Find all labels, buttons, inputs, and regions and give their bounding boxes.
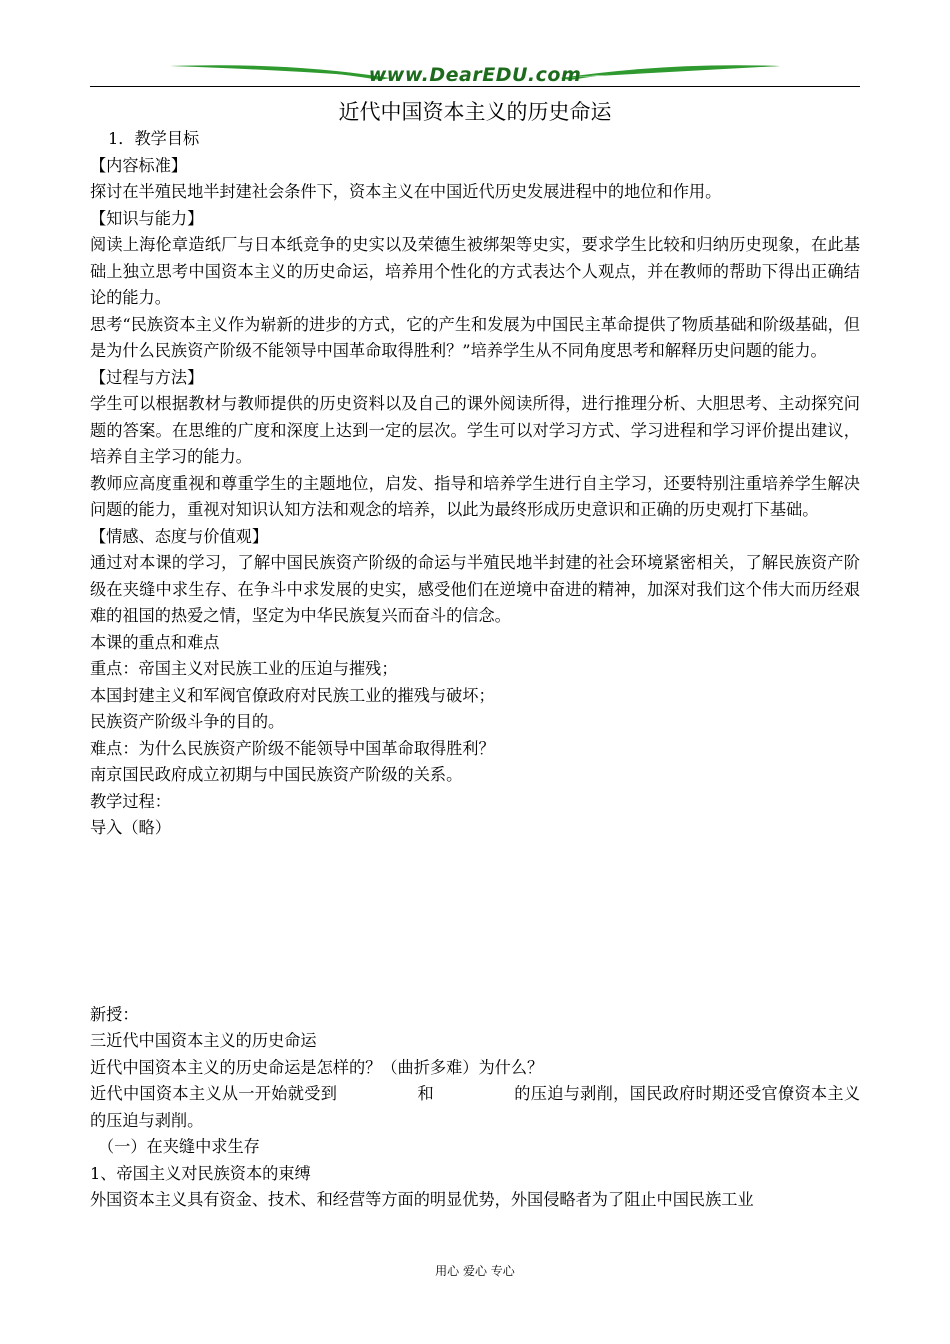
fill-in-paragraph	[90, 1081, 860, 1134]
section-3-title: 三近代中国资本主义的历史命运	[90, 1031, 317, 1050]
goal-heading: 1．教学目标	[108, 129, 200, 148]
knowledge-paragraph-1: 阅读上海伦章造纸厂与日本纸竞争的史实以及荣德生被绑架等史实，要求学生比较和归纳历史现象，在此基础上独立思考中国资本主义的历史命运，培养用个性化的方式表达个人观点，并在教师的帮助下得出正确结论的能力。	[90, 235, 860, 307]
key-point-2: 本国封建主义和军阀官僚政府对民族工业的摧残与破坏；	[90, 685, 495, 705]
last-paragraph: 外国资本主义具有资金、技术、和经营等方面的明显优势，外国侵略者为了阻止中国民族工业	[90, 1190, 754, 1209]
process-paragraph-2: 教师应高度重视和尊重学生的主题地位，启发、指导和培养学生进行自主学习，还要特别注重培养学生解决问题的能力，重视对知识认知方法和观念的培养，以此为最终形成历史意识和正确的历史观打下基础。	[90, 473, 860, 519]
key-point-3: 民族资产阶级斗争的目的。	[90, 712, 285, 731]
page-footer: 用心 爱心 专心	[435, 1264, 515, 1278]
page-title: 近代中国资本主义的历史命运	[338, 100, 612, 124]
header-logo	[90, 60, 860, 92]
key-point-1: 重点：帝国主义对民族工业的压迫与摧残；	[90, 659, 398, 678]
new-lesson-label: 新授：	[90, 1004, 139, 1024]
procedure-title: 教学过程：	[90, 791, 171, 811]
standard-heading: 【内容标准】	[90, 155, 188, 175]
standard-paragraph: 探讨在半殖民地半封建社会条件下，资本主义在中国近代历史发展进程中的地位和作用。	[90, 182, 722, 201]
key-points-title: 本课的重点和难点	[90, 632, 220, 652]
emotion-heading: 【情感、态度与价值观】	[90, 526, 269, 546]
header-rule	[90, 86, 860, 87]
emotion-paragraph: 通过对本课的学习，了解中国民族资产阶级的命运与半殖民地半封建的社会环境紧密相关，了解民族资产阶级在夹缝中求生存、在争斗中求发展的史实，感受他们在逆境中奋进的精神，加深对我们这个伟大而历经艰难的祖国的热爱之情，坚定为中华民族复兴而奋斗的信念。	[90, 553, 860, 625]
subsection-1-title: （一）在夹缝中求生存	[98, 1137, 260, 1156]
fill-text-b: 和	[417, 1084, 434, 1103]
intro-line: 导入（略）	[90, 818, 171, 837]
site-logo-text: www.DearEDU.com	[368, 64, 582, 86]
fill-text-a: 近代中国资本主义从一开始就受到	[90, 1084, 338, 1103]
process-heading: 【过程与方法】	[90, 367, 204, 387]
process-paragraph-1: 学生可以根据教材与教师提供的历史资料以及自己的课外阅读所得，进行推理分析、大胆思考、主动探究问题的答案。在思维的广度和深度上达到一定的层次。学生可以对学习方式、学习进程和学习评价提出建议，培养自主学习的能力。	[90, 394, 860, 466]
document-body	[90, 126, 860, 1214]
fill-text-c: 的压迫与剥削，国民政府时期还受官僚资本主义的压迫与剥削。	[90, 1084, 861, 1130]
item-1-title: 1、帝国主义对民族资本的束缚	[90, 1163, 311, 1183]
knowledge-paragraph-2: 思考“民族资本主义作为崭新的进步的方式，它的产生和发展为中国民主革命提供了物质基础和阶级基础，但是为什么民族资产阶级不能领导中国革命取得胜利？”培养学生从不同角度思考和解释历史问题的能力。	[90, 314, 860, 360]
difficulty-1: 难点：为什么民族资产阶级不能领导中国革命取得胜利？	[90, 738, 495, 758]
blank-space	[90, 842, 860, 1002]
question-line: 近代中国资本主义的历史命运是怎样的？（曲折多难）为什么？	[90, 1057, 544, 1077]
knowledge-heading: 【知识与能力】	[90, 208, 204, 228]
difficulty-2: 南京国民政府成立初期与中国民族资产阶级的关系。	[90, 765, 463, 784]
